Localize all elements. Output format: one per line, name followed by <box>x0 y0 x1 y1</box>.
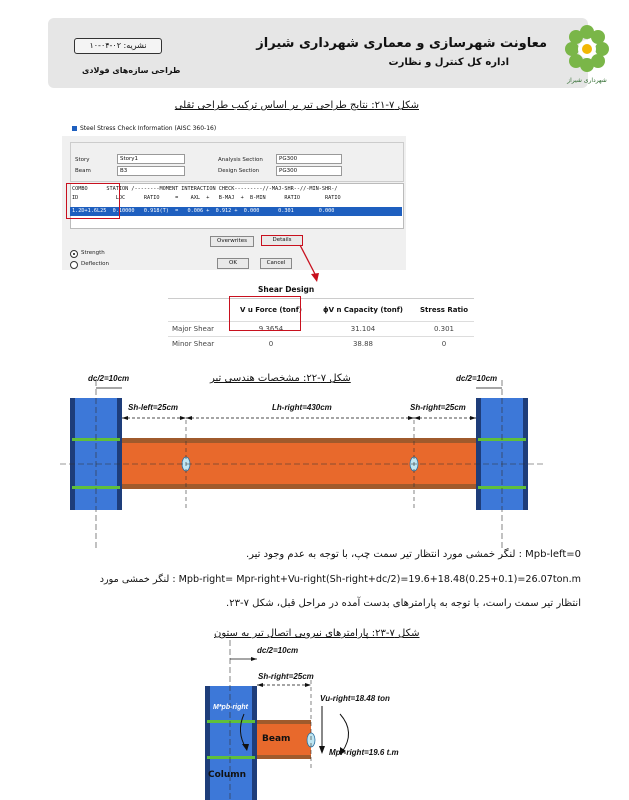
dc-left-label: dc/2=10cm <box>88 374 130 383</box>
details-button[interactable]: Details <box>261 235 303 246</box>
sh-left-label: Sh-left=25cm <box>128 403 179 412</box>
design-section-label: Design Section <box>218 168 260 174</box>
shear-design-table <box>168 298 474 351</box>
header-subtitle: اداره کل کنترل و نظارت <box>388 57 509 68</box>
beam-geometry-drawing <box>0 360 629 550</box>
text-line-1: Mpb-left=0 : لنگر خمشی مورد انتظار تیر سمت چپ، با توجه به عدم وجود تیر. <box>245 549 581 560</box>
fig23-sh-label: Sh-right=25cm <box>258 672 314 681</box>
dialog-title: Steel Stress Check Information (AISC 360-16) <box>80 125 217 132</box>
column-label-tag: Column <box>208 770 247 780</box>
app-icon <box>72 126 77 131</box>
deflection-radio[interactable] <box>70 261 78 269</box>
sh-right-label: Sh-right=25cm <box>410 403 466 412</box>
beam-field: B3 <box>117 166 185 176</box>
mpr-right-label: Mpr-right=19.6 t.m <box>329 748 399 757</box>
municipality-logo <box>561 22 613 86</box>
dialog-titlebar <box>62 122 406 136</box>
deflection-label: Deflection <box>81 261 110 267</box>
fig22-caption: شکل ۷-۲۲: مشخصات هندسی تیر <box>210 373 351 384</box>
connection-force-drawing <box>0 640 629 800</box>
beam-label: Beam <box>75 168 91 174</box>
results-header-2: ID LOC RATIO = AXL + B-MAJ + B-MIN RATIO RATIO <box>72 195 341 201</box>
force-highlight-box <box>229 296 301 331</box>
beam-label-tag: Beam <box>262 734 291 744</box>
results-row: 1.2D+1.6L25 0.10000 0.918(T) = 0.006 + 0.912 + 0.000 0.301 0.000 <box>72 208 335 214</box>
header-title: معاونت شهرسازی و معماری شهرداری شیراز <box>256 36 547 51</box>
fig23-caption: شکل ۷-۲۳: پارامترهای نیرویی اتصال تیر به ستون <box>214 628 420 639</box>
fig23-dc-label: dc/2=10cm <box>257 646 299 655</box>
lh-label: Lh-right=430cm <box>272 403 332 412</box>
vu-right-label: Vu-right=18.48 ton <box>320 694 390 703</box>
cancel-button[interactable]: Cancel <box>260 258 292 269</box>
analysis-section-label: Analysis Section <box>218 157 263 163</box>
table-row: Minor Shear 0 38.88 0 <box>168 337 474 352</box>
issue-badge: نشریه: ۰۲-۰۴-۱۰ <box>74 38 162 54</box>
fig21-caption: شکل ۷-۲۱: نتایج طراحی تیر بر اساس ترکیب طراحی ثقلی <box>174 100 419 111</box>
ok-button[interactable]: OK <box>217 258 249 269</box>
results-header-1: COMBO STATION /--------MOMENT INTERACTION CHECK---------//-MAJ-SHR--//-MIN-SHR-/ <box>72 186 338 192</box>
strength-radio[interactable] <box>70 250 78 258</box>
design-section-field: PG300 <box>276 166 342 176</box>
overwrites-button[interactable]: Overwrites <box>210 236 254 247</box>
strength-label: Strength <box>81 250 105 256</box>
logo-text: شهرداری شیراز <box>567 77 607 84</box>
col-ratio-header: Stress Ratio <box>414 299 474 322</box>
table-row: Major Shear 9.3654 31.104 0.301 <box>168 322 474 337</box>
col-capacity-header: ϕV n Capacity (tonf) <box>312 299 414 322</box>
story-label: Story <box>75 157 90 163</box>
story-field: Story1 <box>117 154 185 164</box>
analysis-section-field: PG300 <box>276 154 342 164</box>
text-line-2: Mpb-right= Mpr-right+Vu-right(Sh-right+dc/2)=19.6+18.48(0.25+0.1)=26.07ton.m : لنگر خمشی مورد <box>99 574 581 585</box>
text-line-3: انتظار تیر سمت راست، با توجه به پارامترهای بدست آمده در مراحل قبل، شکل ۷-۲۳. <box>226 598 581 609</box>
mpb-right-label: M*pb-right <box>213 704 248 711</box>
dc-right-label: dc/2=10cm <box>456 374 498 383</box>
combo-highlight-box <box>66 183 120 219</box>
shear-design-title: Shear Design <box>258 285 315 294</box>
col-force-header: V u Force (tonf) <box>230 299 312 322</box>
header-topic: طراحی سازه‌های فولادی <box>82 66 181 75</box>
